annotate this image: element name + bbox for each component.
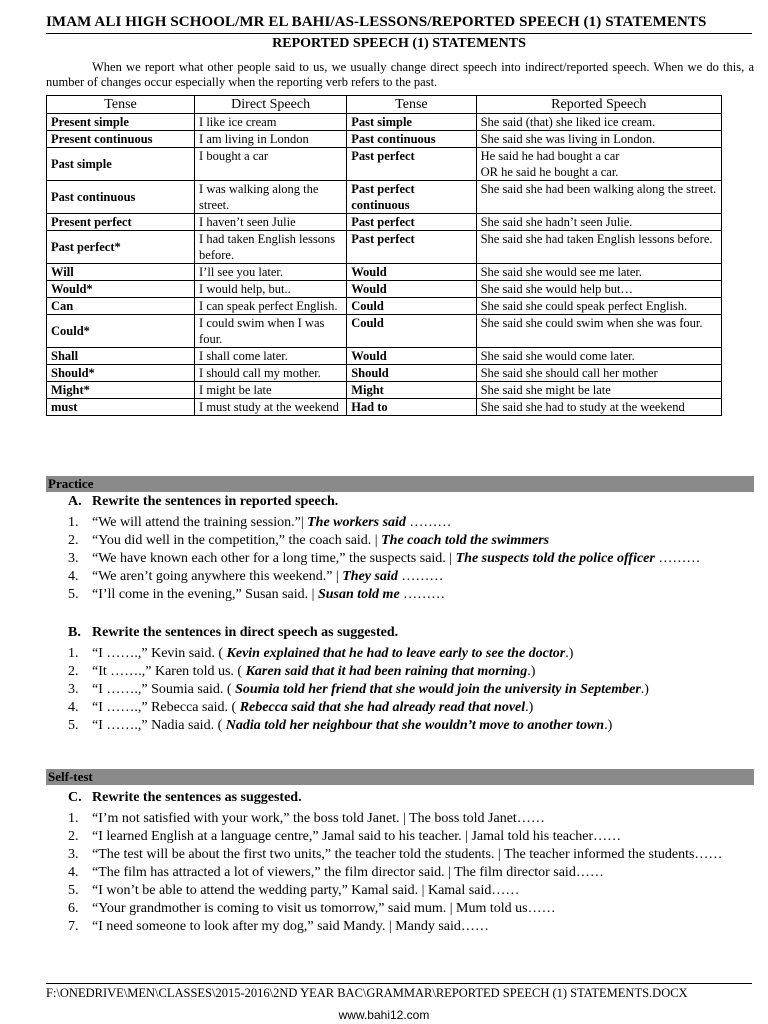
tense-cell: must bbox=[47, 399, 195, 416]
direct-speech-cell: I could swim when I was four. bbox=[195, 315, 347, 348]
table-row bbox=[47, 231, 722, 264]
item-cue: Soumia told her friend that she would join the university in September bbox=[235, 682, 641, 697]
table-row bbox=[47, 399, 722, 416]
direct-speech-cell: I’ll see you later. bbox=[195, 264, 347, 281]
direct-speech-cell: I must study at the weekend bbox=[195, 399, 347, 416]
table-row bbox=[47, 348, 722, 365]
item-number: 6. bbox=[68, 901, 79, 916]
item-cue: Rebecca said that she had already read that novel bbox=[239, 700, 526, 715]
list-item bbox=[46, 900, 746, 918]
item-cue: Kevin explained that he had to leave early to see the doctor bbox=[226, 646, 566, 661]
section-a-text: Rewrite the sentences in reported speech. bbox=[92, 494, 339, 509]
item-tail: .) bbox=[604, 718, 613, 733]
list-item bbox=[46, 532, 746, 550]
list-item bbox=[46, 918, 746, 936]
tense-cell: Might* bbox=[47, 382, 195, 399]
table-row bbox=[47, 264, 722, 281]
item-cue: They said bbox=[342, 569, 398, 584]
table-row bbox=[47, 114, 722, 131]
reported-tense-cell: Past continuous bbox=[347, 131, 476, 148]
reported-tense-cell: Could bbox=[347, 315, 476, 348]
section-a-letter: A. bbox=[68, 494, 82, 509]
item-tail: .) bbox=[640, 682, 649, 697]
item-prompt: “I …….,” Soumia said. ( bbox=[92, 682, 232, 697]
item-tail: ……… bbox=[654, 551, 701, 566]
item-text: “The film has attracted a lot of viewers,” the film director said. | The film director said…… bbox=[92, 865, 604, 880]
item-number: 2. bbox=[68, 829, 79, 844]
table-row bbox=[47, 131, 722, 148]
section-b-letter: B. bbox=[68, 625, 81, 640]
list-item bbox=[46, 681, 746, 699]
section-b-text: Rewrite the sentences in direct speech as suggested. bbox=[92, 625, 399, 640]
section-c-list bbox=[46, 810, 746, 936]
reported-tense-cell: Could bbox=[347, 298, 476, 315]
reported-speech-cell: She said she would help but… bbox=[476, 281, 721, 298]
header-reported-speech: Reported Speech bbox=[476, 96, 721, 114]
reported-speech-cell: She said (that) she liked ice cream. bbox=[476, 114, 721, 131]
direct-speech-cell: I would help, but.. bbox=[195, 281, 347, 298]
item-text: “The test will be about the first two units,” the teacher told the students. | The teacher informed the students…… bbox=[92, 847, 723, 862]
list-item bbox=[46, 514, 746, 532]
practice-band: Practice bbox=[46, 476, 754, 492]
tense-cell: Should* bbox=[47, 365, 195, 382]
table-row bbox=[47, 148, 722, 181]
item-prompt: “I …….,” Nadia said. ( bbox=[92, 718, 223, 733]
item-number: 2. bbox=[68, 533, 79, 548]
section-c-heading bbox=[68, 790, 302, 806]
tense-table bbox=[46, 95, 722, 416]
list-item bbox=[46, 828, 746, 846]
reported-speech-cell: She said she could speak perfect English. bbox=[476, 298, 721, 315]
table-row bbox=[47, 365, 722, 382]
list-item bbox=[46, 864, 746, 882]
direct-speech-cell: I had taken English lessons before. bbox=[195, 231, 347, 264]
tense-cell: Could* bbox=[47, 315, 195, 348]
section-c-letter: C. bbox=[68, 790, 82, 805]
item-tail: ……… bbox=[397, 569, 444, 584]
tense-cell: Past simple bbox=[47, 148, 195, 181]
list-item bbox=[46, 810, 746, 828]
reported-tense-cell: Past simple bbox=[347, 114, 476, 131]
item-prompt: “I’ll come in the evening,” Susan said. | bbox=[92, 587, 315, 602]
item-prompt: “I …….,” Kevin said. ( bbox=[92, 646, 224, 661]
table-row bbox=[47, 315, 722, 348]
tense-cell: Present continuous bbox=[47, 131, 195, 148]
reported-tense-cell: Past perfect bbox=[347, 214, 476, 231]
reported-speech-cell: He said he had bought a car OR he said he bought a car. bbox=[476, 148, 721, 181]
section-a-list bbox=[46, 514, 746, 604]
reported-tense-cell: Would bbox=[347, 281, 476, 298]
item-prompt: “We will attend the training session.”| bbox=[92, 515, 304, 530]
item-tail: ……… bbox=[405, 515, 452, 530]
reported-tense-cell: Might bbox=[347, 382, 476, 399]
section-b-heading bbox=[68, 625, 398, 641]
item-number: 1. bbox=[68, 811, 79, 826]
item-number: 4. bbox=[68, 865, 79, 880]
item-cue: The workers said bbox=[307, 515, 406, 530]
reported-speech-cell: She said she would see me later. bbox=[476, 264, 721, 281]
item-number: 5. bbox=[68, 587, 79, 602]
document-title: REPORTED SPEECH (1) STATEMENTS bbox=[272, 36, 526, 51]
self-test-band: Self-test bbox=[46, 769, 754, 785]
item-cue: Nadia told her neighbour that she wouldn’t move to another town bbox=[225, 718, 605, 733]
item-text: “I need someone to look after my dog,” said Mandy. | Mandy said…… bbox=[92, 919, 489, 934]
tense-cell: Would* bbox=[47, 281, 195, 298]
item-text: “Your grandmother is coming to visit us tomorrow,” said mum. | Mum told us…… bbox=[92, 901, 556, 916]
direct-speech-cell: I like ice cream bbox=[195, 114, 347, 131]
direct-speech-cell: I shall come later. bbox=[195, 348, 347, 365]
item-prompt: “It …….,” Karen told us. ( bbox=[92, 664, 243, 679]
item-number: 3. bbox=[68, 682, 79, 697]
direct-speech-cell: I bought a car bbox=[195, 148, 347, 181]
list-item bbox=[46, 663, 746, 681]
item-text: “I’m not satisfied with your work,” the boss told Janet. | The boss told Janet…… bbox=[92, 811, 545, 826]
reported-speech-cell: She said she had been walking along the street. bbox=[476, 181, 721, 214]
item-prompt: “We aren’t going anywhere this weekend.” | bbox=[92, 569, 339, 584]
tense-cell: Present simple bbox=[47, 114, 195, 131]
item-tail: .) bbox=[527, 664, 536, 679]
item-prompt: “We have known each other for a long time,” the suspects said. | bbox=[92, 551, 453, 566]
header-tense: Tense bbox=[47, 96, 195, 114]
reported-speech-cell: She said she had to study at the weekend bbox=[476, 399, 721, 416]
item-text: “I learned English at a language centre,” Jamal said to his teacher. | Jamal told his teacher…… bbox=[92, 829, 622, 844]
direct-speech-cell: I might be late bbox=[195, 382, 347, 399]
table-row bbox=[47, 382, 722, 399]
section-a-heading bbox=[68, 494, 338, 510]
item-number: 3. bbox=[68, 847, 79, 862]
reported-tense-cell: Past perfect bbox=[347, 231, 476, 264]
item-number: 2. bbox=[68, 664, 79, 679]
table-row bbox=[47, 214, 722, 231]
reported-tense-cell: Past perfect continuous bbox=[347, 181, 476, 214]
reported-speech-cell: She said she hadn’t seen Julie. bbox=[476, 214, 721, 231]
reported-tense-cell: Past perfect bbox=[347, 148, 476, 181]
file-path-footer: F:\ONEDRIVE\MEN\CLASSES\2015-2016\2ND YEAR BAC\GRAMMAR\REPORTED SPEECH (1) STATEMENTS.DOCX bbox=[46, 983, 752, 1001]
reported-speech-cell: She said she was living in London. bbox=[476, 131, 721, 148]
list-item bbox=[46, 568, 746, 586]
reported-speech-cell: She said she would come later. bbox=[476, 348, 721, 365]
item-cue: The suspects told the police officer bbox=[455, 551, 655, 566]
reported-tense-cell: Should bbox=[347, 365, 476, 382]
reported-tense-cell: Would bbox=[347, 348, 476, 365]
item-number: 5. bbox=[68, 883, 79, 898]
list-item bbox=[46, 586, 746, 604]
reported-speech-cell: She said she could swim when she was four. bbox=[476, 315, 721, 348]
item-prompt: “I …….,” Rebecca said. ( bbox=[92, 700, 237, 715]
list-item bbox=[46, 699, 746, 717]
header-direct-speech: Direct Speech bbox=[195, 96, 347, 114]
item-number: 4. bbox=[68, 700, 79, 715]
tense-cell: Present perfect bbox=[47, 214, 195, 231]
website-footer: www.bahi12.com bbox=[338, 1008, 430, 1022]
intro-paragraph: When we report what other people said to us, we usually change direct speech into indirect/reported speech. When we do this, a number of changes occur especially when the reporting verb refers to the past. bbox=[46, 60, 754, 89]
list-item bbox=[46, 645, 746, 663]
tense-table-header-row bbox=[47, 96, 722, 114]
item-number: 5. bbox=[68, 718, 79, 733]
list-item bbox=[46, 717, 746, 735]
list-item bbox=[46, 882, 746, 900]
table-row bbox=[47, 181, 722, 214]
item-tail: .) bbox=[565, 646, 574, 661]
running-header: IMAM ALI HIGH SCHOOL/MR EL BAHI/AS-LESSONS/REPORTED SPEECH (1) STATEMENTS bbox=[46, 14, 752, 34]
tense-cell: Can bbox=[47, 298, 195, 315]
item-tail: ……… bbox=[399, 587, 446, 602]
direct-speech-cell: I haven’t seen Julie bbox=[195, 214, 347, 231]
item-text: “I won’t be able to attend the wedding party,” Kamal said. | Kamal said…… bbox=[92, 883, 520, 898]
table-row bbox=[47, 281, 722, 298]
item-prompt: “You did well in the competition,” the coach said. | bbox=[92, 533, 378, 548]
tense-cell: Past continuous bbox=[47, 181, 195, 214]
direct-speech-cell: I was walking along the street. bbox=[195, 181, 347, 214]
item-number: 1. bbox=[68, 646, 79, 661]
table-row bbox=[47, 298, 722, 315]
tense-cell: Past perfect* bbox=[47, 231, 195, 264]
reported-tense-cell: Would bbox=[347, 264, 476, 281]
item-cue: Karen said that it had been raining that morning bbox=[245, 664, 528, 679]
item-number: 4. bbox=[68, 569, 79, 584]
tense-cell: Will bbox=[47, 264, 195, 281]
reported-speech-cell: She said she might be late bbox=[476, 382, 721, 399]
list-item bbox=[46, 550, 746, 568]
reported-tense-cell: Had to bbox=[347, 399, 476, 416]
item-number: 3. bbox=[68, 551, 79, 566]
item-tail: .) bbox=[525, 700, 534, 715]
direct-speech-cell: I can speak perfect English. bbox=[195, 298, 347, 315]
item-number: 7. bbox=[68, 919, 79, 934]
header-tense-reported: Tense bbox=[347, 96, 476, 114]
item-cue: Susan told me bbox=[317, 587, 400, 602]
section-c-text: Rewrite the sentences as suggested. bbox=[92, 790, 302, 805]
direct-speech-cell: I should call my mother. bbox=[195, 365, 347, 382]
section-b-list bbox=[46, 645, 746, 735]
direct-speech-cell: I am living in London bbox=[195, 131, 347, 148]
list-item bbox=[46, 846, 746, 864]
item-cue: The coach told the swimmers bbox=[381, 533, 550, 548]
item-number: 1. bbox=[68, 515, 79, 530]
reported-speech-cell: She said she should call her mother bbox=[476, 365, 721, 382]
tense-cell: Shall bbox=[47, 348, 195, 365]
reported-speech-cell: She said she had taken English lessons before. bbox=[476, 231, 721, 264]
